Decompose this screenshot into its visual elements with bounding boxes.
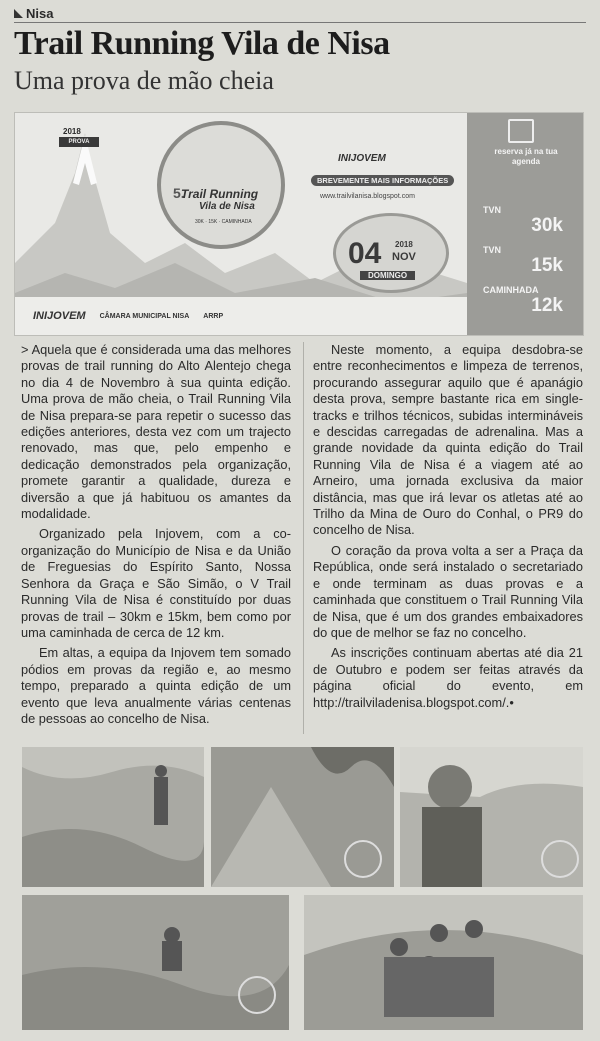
header-rule bbox=[14, 22, 586, 23]
date-month: NOV bbox=[392, 251, 416, 263]
date-year: 2018 bbox=[395, 240, 413, 249]
poster-year: 2018 bbox=[63, 127, 81, 136]
distance-item bbox=[483, 285, 569, 317]
photo-group-team bbox=[304, 895, 583, 1030]
section-label: Nisa bbox=[26, 6, 54, 21]
poster-prova-label: PROVA bbox=[59, 137, 99, 147]
distance-label: CAMINHADA bbox=[483, 285, 539, 295]
column-left bbox=[21, 342, 291, 731]
photo-runner-selfie bbox=[400, 747, 583, 887]
paragraph: > Aquela que é considerada uma das melhores provas de trail running do Alto Alentejo chega no dia 4 de Novembro à sua quinta edição. Uma prova de mão cheia, o Trail Running Vila de Nisa prepara-se para repetir o sucesso das edições anteriores, desta vez com um trajecto renovado, mas que, pelo empenho e dedicação demonstrados pela organização, promete garantir a qualidade, dureza e diversão a que já habituou os amantes da modalidade. bbox=[21, 342, 291, 522]
sponsor-logo: ARRP bbox=[203, 312, 224, 320]
distance-item bbox=[483, 205, 569, 237]
date-day: 04 bbox=[348, 237, 382, 270]
paragraph: Em altas, a equipa da Injovem tem somado pódios em provas da região e, ao mesmo tempo, preparado a quinta edição de um evento que leva anualmente várias centenas de pessoas ao concelho de Nisa. bbox=[21, 645, 291, 726]
distance-km: 30k bbox=[531, 215, 563, 236]
photo-trail-runner bbox=[22, 747, 204, 887]
distance-label: TVN bbox=[483, 205, 501, 215]
poster-url: www.trailvilanisa.blogspot.com bbox=[320, 193, 415, 200]
paragraph: Organizado pela Injovem, com a co-organização do Município de Nisa e da União de Freguesias do Espírito Santo, Nossa Senhora da Graça e São Simão, o V Trail Running Vila de Nisa é constituído por duas provas de trail – 30km e 15km, bem como por uma caminhada de cerca de 12 km. bbox=[21, 526, 291, 640]
photo-forest-path bbox=[211, 747, 394, 887]
column-right bbox=[313, 342, 583, 715]
distance-km: 12k bbox=[531, 295, 563, 316]
photo-hiker-rocks bbox=[22, 895, 289, 1030]
headline: Trail Running Vila de Nisa bbox=[14, 25, 390, 62]
distance-label: TVN bbox=[483, 245, 501, 255]
injovem-logo: INIJOVEM bbox=[338, 153, 386, 164]
subheadline: Uma prova de mão cheia bbox=[14, 66, 274, 95]
emblem-subtitle: Vila de Nisa bbox=[199, 201, 255, 212]
brevemente-banner: BREVEMENTE MAIS INFORMAÇÕES bbox=[311, 175, 454, 186]
emblem-title: Trail Running bbox=[181, 187, 259, 201]
paragraph: As inscrições continuam abertas até dia 21 de Outubro e podem ser feitas através da página oficial do evento, em http://trailviladenisa.blogspot.com/.• bbox=[313, 645, 583, 710]
emblem-small-text: 30K · 15K · CAMINHADA bbox=[195, 219, 252, 225]
section-triangle-icon bbox=[14, 9, 23, 18]
distance-km: 15k bbox=[531, 255, 563, 276]
distance-item bbox=[483, 245, 569, 277]
section-tag bbox=[14, 6, 53, 21]
emblem-number: 5. bbox=[173, 185, 185, 201]
calendar-icon bbox=[508, 119, 534, 143]
reserve-note: reserva já na tua agenda bbox=[494, 147, 558, 166]
sponsor-logos bbox=[15, 297, 467, 335]
sponsor-logo: CÂMARA MUNICIPAL NISA bbox=[99, 312, 190, 320]
date-weekday: DOMINGO bbox=[360, 271, 415, 280]
event-poster bbox=[14, 112, 584, 336]
paragraph: Neste momento, a equipa desdobra-se entre reconhecimentos e limpeza de terrenos, procurando assegurar aquilo que é apanágio desta prova, sempre bastante rica em single-tracks e trilhos técnicos, subidas intermináveis e descidas carregadas de adrenalina. Mas a grande novidade da quinta edição do Trail Running Vila de Nisa é a viagem até ao Arneiro, uma jornada exclusiva da maior distância, mas que irá levar os atletas até ao Trilho da Mina de Ouro do Conhal, o PR9 do concelho de Nisa. bbox=[313, 342, 583, 538]
paragraph: O coração da prova volta a ser a Praça da República, onde será instalado o secretariado e onde terminam as duas provas e a caminhada que constituem o Trail Running Vila de Nisa, que é um dos grandes embaixadores do que de melhor se faz no concelho. bbox=[313, 542, 583, 640]
article-body bbox=[21, 342, 583, 738]
sponsor-logo: INIJOVEM bbox=[33, 310, 86, 322]
